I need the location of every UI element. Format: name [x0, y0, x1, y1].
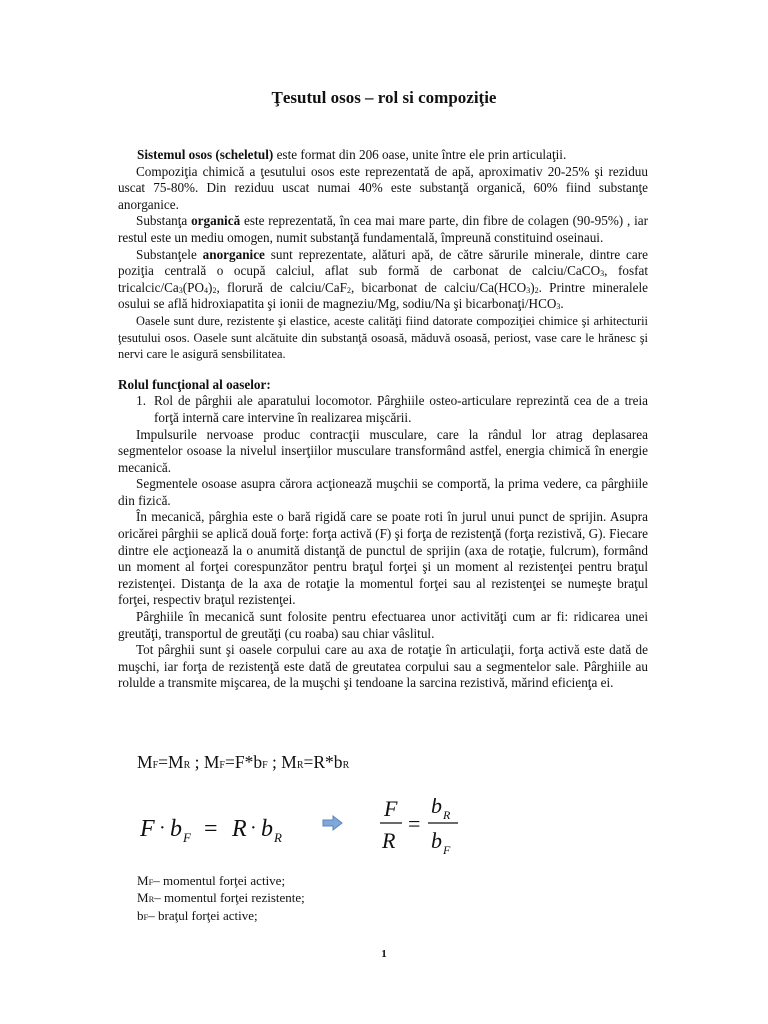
definition-subscript: R: [148, 894, 155, 905]
paragraph-text: Substanţa: [136, 213, 192, 229]
eq-text: ; M: [190, 752, 220, 772]
paragraph-text: . Printre mineralele osului se află hidroxiapatita şi ionii de magneziu/Mg, sodiu/Na şi bicarbonaţi/HCO: [118, 279, 648, 312]
moment-equation: [137, 752, 349, 773]
paragraph-text: , bicarbonat de calciu/Ca(HCO: [350, 279, 527, 295]
subscript: 2: [346, 285, 351, 295]
paragraph-text: ): [208, 279, 213, 295]
paragraph-text: ): [530, 279, 535, 295]
eq-operator: =: [204, 816, 218, 842]
eq-symbol: R: [382, 828, 396, 853]
eq-symbol: b: [431, 828, 442, 853]
definition-subscript: F: [148, 877, 154, 887]
eq-symbol: b: [261, 816, 273, 842]
right-arrow-icon: [323, 816, 342, 830]
definition-text: – momentul forţei rezistente;: [154, 890, 305, 906]
subscript: 4: [204, 285, 209, 295]
paragraph-organic: [118, 213, 648, 246]
eq-symbol: R: [232, 816, 247, 842]
definition-text: – momentul forţei active;: [153, 873, 286, 888]
paragraph-text: Substanţele: [136, 246, 203, 262]
bold-term-organic: organică: [191, 213, 241, 229]
eq-text: ; M: [267, 752, 297, 772]
subscript: 3: [556, 302, 561, 312]
paragraph-inorganic: [118, 247, 648, 313]
subscript: 3: [178, 285, 183, 295]
page-number: 1: [381, 948, 387, 960]
eq-subscript: R: [342, 760, 350, 771]
subscript: 3: [600, 269, 605, 279]
definition-item: [137, 908, 305, 925]
eq-symbol: b: [431, 798, 442, 818]
paragraph-text: este format din 206 oase, unite între ele prin articulaţii.: [273, 147, 567, 162]
definition-item: [137, 890, 305, 907]
document-body: [118, 147, 648, 692]
eq-subscript: F: [443, 843, 451, 857]
page-title: Ţesutul osos – rol si compoziţie: [271, 88, 497, 107]
paragraph-body-levers: Tot pârghii sunt şi oasele corpului care au axa de rotaţie în articulaţii, forţa activă este dată de muşchi, iar forţa de rezistenţă este dată de greutatea corpului sau a segmentelor sale. Pârghiile au rolulde a transmite mişcarea, de la muşchi şi tendoane la sarcina rezistivă, mărind eficienţa ei.: [118, 642, 648, 691]
paragraph-text: , florură de calciu/CaF: [216, 279, 347, 295]
list-item-text: Rol de pârghii ale aparatului locomotor. Pârghiile osteo-articulare reprezintă cea de a treia forţă internă care intervine în realizarea mişcării.: [154, 393, 648, 425]
eq-subscript: F: [262, 760, 268, 771]
eq-text: =R*b: [303, 752, 343, 772]
subscript: 2: [212, 285, 217, 295]
section-heading: Rolul funcţional al oaselor:: [118, 376, 271, 392]
paragraph-text: (PO: [182, 279, 205, 295]
paragraph-text: .: [560, 296, 564, 312]
spacer: [118, 363, 648, 377]
paragraph-properties: Oasele sunt dure, rezistente şi elastice, aceste calităţi fiind datorate compoziţiei chimice şi arhitecturii ţesutului osos. Oasele sunt alcătuite din substanţă osoasă, măduvă osoasă, periost, vase care le hrănesc şi nervi care le asigură sensbilitatea.: [118, 313, 648, 362]
eq-symbol: F: [140, 816, 155, 842]
list-item: [118, 393, 648, 426]
paragraph-text: , fosfat tricalcic/Ca: [118, 263, 648, 295]
list-number: 1.: [136, 393, 146, 409]
eq-symbol: F: [384, 798, 398, 821]
eq-symbol: b: [170, 816, 182, 842]
paragraph-text: sunt reprezentate, alături apă, de către sărurile minerale, dintre care poziţia centrală o ocupă calciul, aflat sub formă de carbonat de calciu/CaCO: [118, 246, 648, 279]
definition-item: [137, 873, 305, 890]
subscript: 2: [534, 285, 539, 295]
eq-operator: ·: [250, 817, 257, 839]
eq-subscript: F: [219, 760, 225, 771]
eq-subscript: R: [443, 808, 451, 822]
eq-text: M: [137, 752, 153, 772]
eq-text: =F*b: [224, 752, 263, 772]
eq-subscript: R: [296, 760, 304, 771]
eq-operator: ·: [159, 817, 166, 839]
definition-text: – braţul forţei active;: [148, 907, 258, 923]
eq-operator: =: [408, 811, 421, 836]
paragraph-lever-mechanics: În mecanică, pârghia este o bară rigidă care se poate roti în jurul unui punct de sprijin. Asupra oricărei pârghii se aplică două forţe: forţa activă (F) şi forţa de rezistenţă (forţa rezistivă, G). Fiecare dintre ele acţionează la o anumită distanţă de punctul de sprijin (axa de rotaţie, fulcrum), formând un moment al forţei corespunzător pentru braţul forţei şi un moment al rezistenţei pentru braţul rezistenţei. Distanţa de la axa de rotaţie la momentul forţei sau al rezistenţei se numeşte braţul forţei, respectiv braţul rezistenţei.: [118, 509, 648, 608]
definitions-list: [137, 873, 305, 925]
definition-symbol: b: [137, 907, 144, 923]
bold-term-skeleton: Sistemul osos (scheletul): [137, 147, 274, 162]
eq-text: =M: [158, 752, 184, 772]
eq-subscript: F: [152, 760, 159, 771]
eq-subscript: F: [183, 830, 191, 845]
definition-symbol: M: [137, 890, 149, 906]
definition-symbol: M: [137, 873, 149, 888]
paragraph-impulses: Impulsurile nervoase produc contracţii musculare, care la rândul lor atrag deplasarea segmentelor osoase la nivelul inserţiilor musculare transformând astfel, energia chimică în energie mecanică.: [118, 426, 648, 475]
definition-subscript: F: [143, 911, 149, 922]
paragraph-lever-uses: Pârghiile în mecanică sunt folosite pentru efectuarea unor activităţi cum ar fi: ridicarea unei greutăţi, transportul de greutăţi (cu roaba) sau chiar vâslitul.: [118, 609, 648, 641]
paragraph-skeleton: [118, 147, 648, 164]
paragraph-composition: Compoziţia chimică a ţesutului osos este reprezentată de apă, aproximativ 20-25% şi reziduu uscat 75-80%. Din reziduu uscat numai 40% este substanţă organică, 60% fiind substanţe anorganice.: [118, 163, 648, 212]
eq-subscript: R: [183, 760, 191, 771]
paragraph-segments: Segmentele osoase asupra cărora acţionează muşchii se comportă, la prima vedere, ca pârghiile din fizică.: [118, 476, 648, 508]
paragraph-text: este reprezentată, în cea mai mare parte, din fibre de colagen (90-95%) , iar restul este un mediu omogen, numit substanţă fundamentală, împreună constituind oseinaui.: [118, 213, 648, 245]
subscript: 3: [526, 285, 531, 295]
eq-subscript: R: [274, 830, 282, 845]
bold-term-inorganic: anorganice: [202, 246, 265, 262]
lever-balance-equation: [140, 798, 470, 862]
